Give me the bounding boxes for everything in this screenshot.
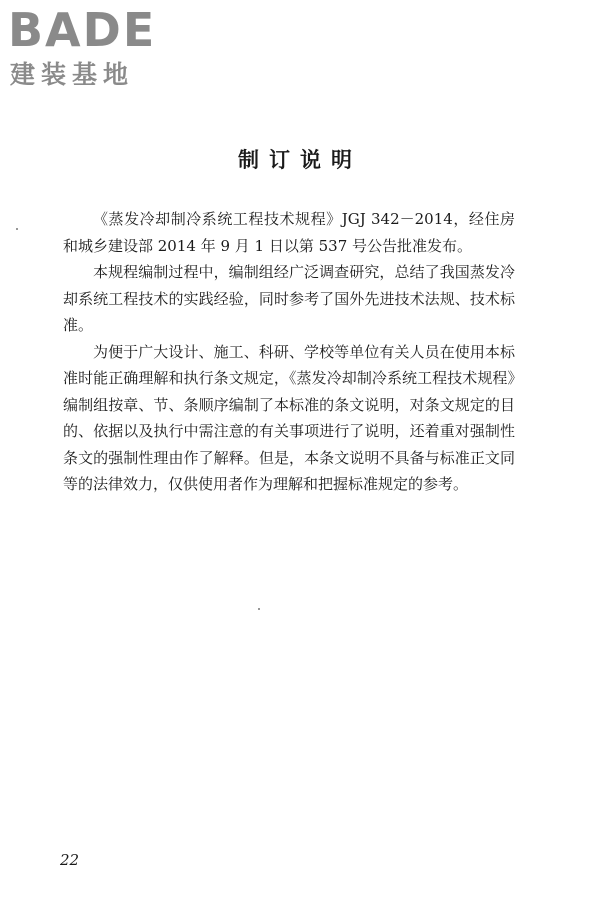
paragraph-purpose: 为便于广大设计、施工、科研、学校等单位有关人员在使用本标准时能正确理解和执行条文规定，《蒸发冷却制冷系统工程技术规程》编制组按章、节、条顺序编制了本标准的条文说明，对条文规定的目的、依据以及执行中需注意的有关事项进行了说明，还着重对强制性条文的强制性理由作了解释。但是，本条文说明不具备与标准正文同等的法律效力，仅供使用者作为理解和把握标准规定的参考。 xyxy=(63,342,515,493)
page-title: 制订说明 xyxy=(238,148,362,172)
document-body xyxy=(63,206,515,498)
logo-wordmark: BADE xyxy=(8,3,157,57)
scan-speck xyxy=(258,608,260,610)
scan-speck xyxy=(16,228,18,230)
paragraph-compilation: 本规程编制过程中，编制组经广泛调查研究，总结了我国蒸发冷却系统工程技术的实践经验，同时参考了国外先进技术法规、技术标准。 xyxy=(63,263,515,334)
page-number: 22 xyxy=(60,851,80,869)
watermark-logo xyxy=(8,4,178,94)
logo-subtitle: 建装基地 xyxy=(10,60,135,89)
paragraph-approval: 《蒸发冷却制冷系统工程技术规程》JGJ 342－2014，经住房和城乡建设部 2014 年 9 月 1 日以第 537 号公告批准发布。 xyxy=(63,210,515,255)
